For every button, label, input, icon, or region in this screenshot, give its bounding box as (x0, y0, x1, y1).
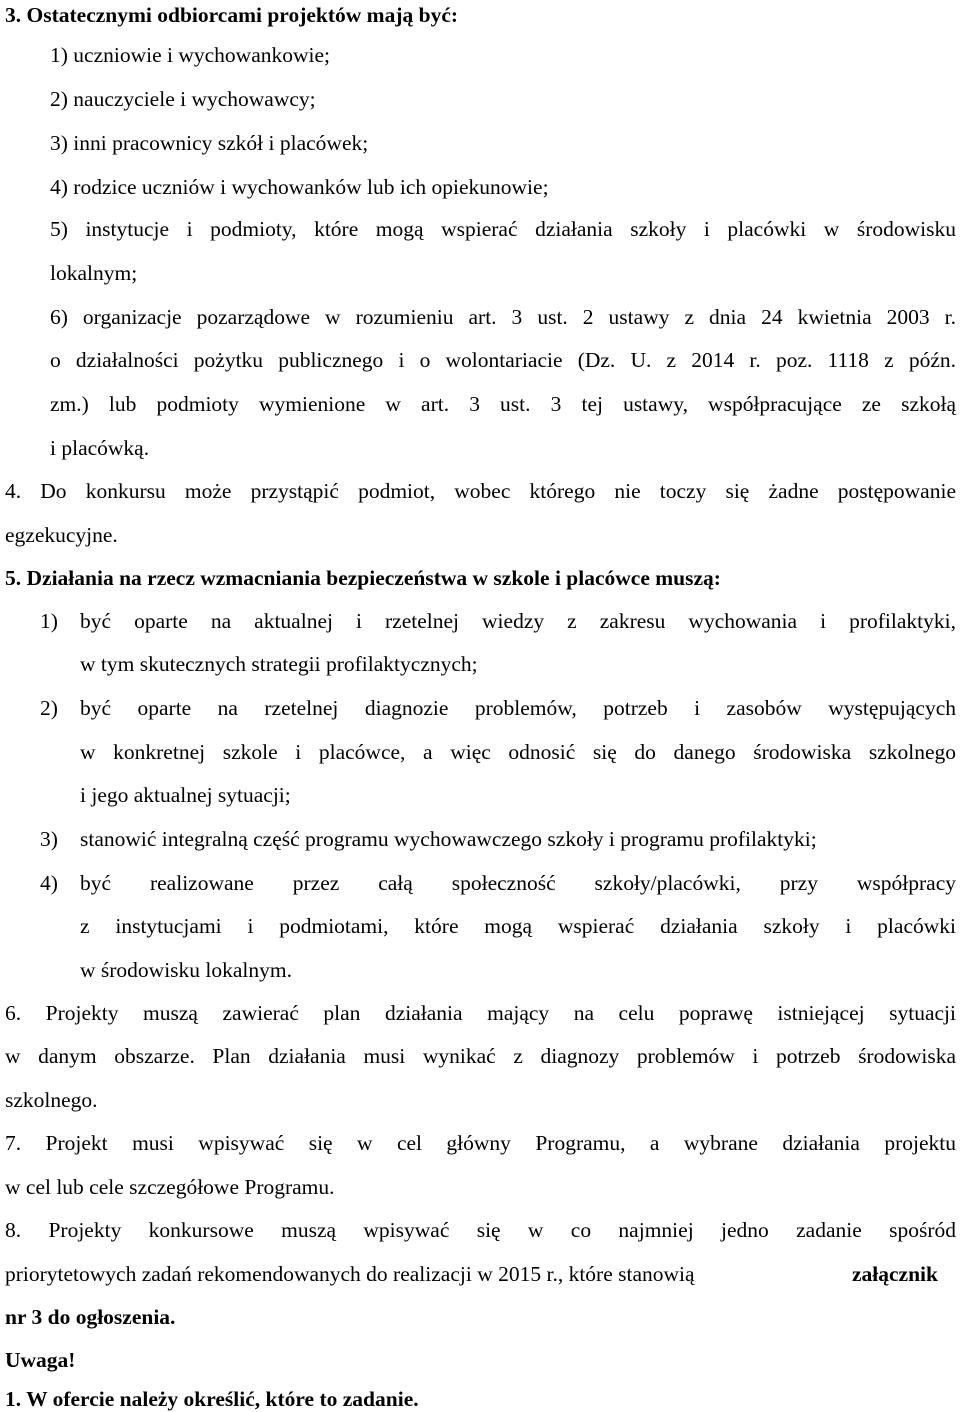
attachment-reference-continued: nr 3 do ogłoszenia. (5, 1305, 176, 1329)
section-3-item-6-line-4: i placówką. (50, 436, 150, 460)
section-5-item-1-line-2: w tym skutecznych strategii profilaktycznych; (80, 652, 478, 676)
note-title: Uwaga! (5, 1348, 76, 1372)
section-3-item-1: 1) uczniowie i wychowankowie; (50, 43, 331, 67)
attachment-reference: załącznik (852, 1262, 938, 1286)
section-3-item-6-line-2: o działalności pożytku publicznego i o wolontariacie (Dz. U. z 2014 r. poz. 1118 z późn. (50, 348, 956, 372)
section-3-item-4: 4) rodzice uczniów i wychowanków lub ich opiekunowie; (50, 175, 549, 199)
section-8-line-1: 8. Projekty konkursowe muszą wpisywać się w co najmniej jedno zadanie spośród (5, 1218, 956, 1242)
section-5-item-2-line-3: i jego aktualnej sytuacji; (80, 783, 291, 807)
note-item-1: 1. W ofercie należy określić, które to zadanie. (5, 1387, 419, 1411)
section-5-item-4-label: 4) (40, 871, 58, 895)
section-5-item-3-label: 3) (40, 827, 58, 851)
section-6-line-2: w danym obszarze. Plan działania musi wynikać z diagnozy problemów i potrzeb środowiska (5, 1044, 956, 1068)
section-5-item-4-line-1: być realizowane przez całą społeczność szkoły/placówki, przy współpracy (80, 871, 956, 895)
section-5-item-2-line-2: w konkretnej szkole i placówce, a więc odnosić się do danego środowiska szkolnego (80, 740, 956, 764)
section-3-item-2: 2) nauczyciele i wychowawcy; (50, 87, 316, 111)
section-4-line-2: egzekucyjne. (5, 523, 118, 547)
section-5-item-1-label: 1) (40, 609, 58, 633)
section-5-item-2-label: 2) (40, 696, 58, 720)
section-3-item-5-line-1: 5) instytucje i podmioty, które mogą wspierać działania szkoły i placówki w środowisku (50, 217, 956, 241)
section-8-line-2 (5, 1261, 695, 1287)
section-5-heading: 5. Działania na rzecz wzmacniania bezpieczeństwa w szkole i placówce muszą: (5, 566, 721, 590)
section-5-item-4-line-2: z instytucjami i podmiotami, które mogą wspierać działania szkoły i placówki (80, 914, 956, 938)
section-3-item-6-line-3: zm.) lub podmioty wymienione w art. 3 ust. 3 tej ustawy, współpracujące ze szkołą (50, 392, 956, 416)
section-3-item-3: 3) inni pracownicy szkół i placówek; (50, 131, 369, 155)
section-4-line-1: 4. Do konkursu może przystąpić podmiot, wobec którego nie toczy się żadne postępowanie (5, 479, 956, 503)
section-6-line-1: 6. Projekty muszą zawierać plan działania mający na celu poprawę istniejącej sytuacji (5, 1001, 956, 1025)
section-7-line-1: 7. Projekt musi wpisywać się w cel główny Programu, a wybrane działania projektu (5, 1131, 956, 1155)
section-5-item-2-line-1: być oparte na rzetelnej diagnozie problemów, potrzeb i zasobów występujących (80, 696, 956, 720)
section-3-heading: 3. Ostatecznymi odbiorcami projektów mają być: (5, 3, 459, 27)
section-5-item-1-line-1: być oparte na aktualnej i rzetelnej wiedzy z zakresu wychowania i profilaktyki, (80, 609, 956, 633)
section-3-item-6-line-1: 6) organizacje pozarządowe w rozumieniu art. 3 ust. 2 ustawy z dnia 24 kwietnia 2003 r. (50, 305, 956, 329)
section-5-item-3-line-1: stanowić integralną część programu wychowawczego szkoły i programu profilaktyki; (80, 827, 817, 851)
section-7-line-2: w cel lub cele szczegółowe Programu. (5, 1175, 335, 1199)
section-3-item-5-line-2: lokalnym; (50, 261, 138, 285)
section-5-item-4-line-3: w środowisku lokalnym. (80, 958, 293, 982)
section-8-line-2-text: priorytetowych zadań rekomendowanych do realizacji w 2015 r., które stanowią (5, 1262, 695, 1286)
section-6-line-3: szkolnego. (5, 1088, 98, 1112)
